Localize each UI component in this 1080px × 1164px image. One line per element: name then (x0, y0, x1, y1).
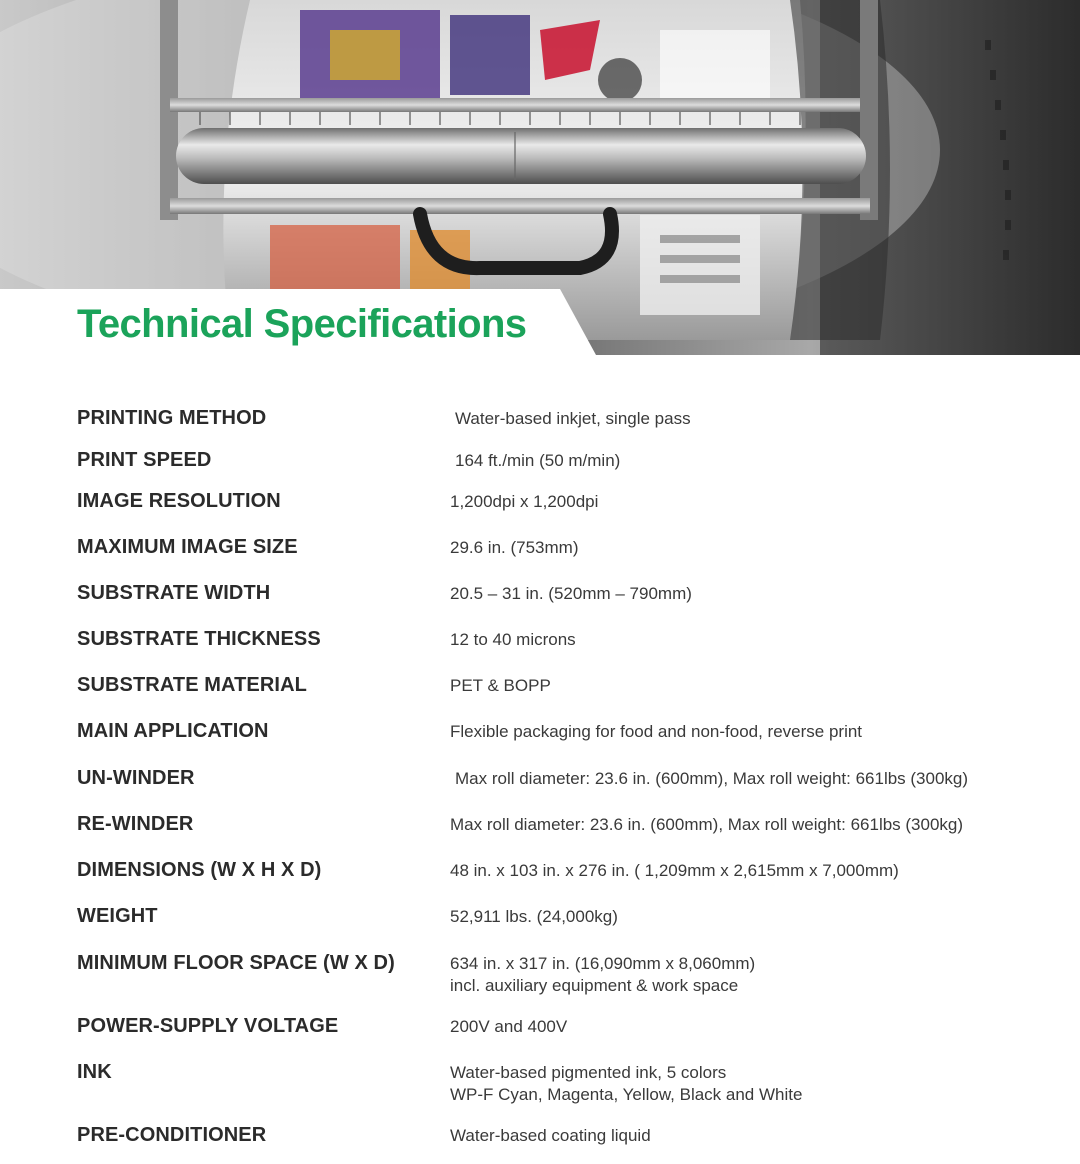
spec-value-line: 52,911 lbs. (24,000kg) (450, 907, 618, 926)
spec-value-line: 634 in. x 317 in. (16,090mm x 8,060mm) (450, 954, 756, 973)
spec-value-line: WP-F Cyan, Magenta, Yellow, Black and White (450, 1085, 803, 1104)
spec-value (450, 953, 755, 997)
spec-label: MAIN APPLICATION (77, 720, 269, 742)
spec-value-line: 20.5 – 31 in. (520mm – 790mm) (450, 584, 692, 603)
spec-value-line: Water-based pigmented ink, 5 colors (450, 1063, 727, 1082)
spec-value (450, 1016, 567, 1038)
spec-label: SUBSTRATE THICKNESS (77, 628, 321, 650)
spec-value-line: Max roll diameter: 23.6 in. (600mm), Max roll weight: 661lbs (300kg) (455, 769, 969, 788)
spec-value (450, 629, 576, 651)
spec-value (450, 537, 579, 559)
spec-value-line: incl. auxiliary equipment & work space (450, 976, 739, 995)
spec-label: UN-WINDER (77, 767, 195, 789)
spec-value-line: 164 ft./min (50 m/min) (455, 451, 621, 470)
spec-value-line: 12 to 40 microns (450, 630, 576, 649)
spec-label: RE-WINDER (77, 813, 194, 835)
spec-label: MINIMUM FLOOR SPACE (W X D) (77, 952, 395, 974)
spec-label: SUBSTRATE WIDTH (77, 582, 271, 604)
spec-value-line: Max roll diameter: 23.6 in. (600mm), Max roll weight: 661lbs (300kg) (450, 815, 964, 834)
spec-value (450, 1125, 651, 1147)
spec-value (450, 721, 862, 743)
spec-label: WEIGHT (77, 905, 158, 927)
spec-value (450, 491, 598, 513)
spec-value (450, 860, 899, 882)
spec-value-line: 29.6 in. (753mm) (450, 538, 579, 557)
spec-value-line: PET & BOPP (450, 676, 551, 695)
spec-value (455, 408, 691, 430)
spec-label: IMAGE RESOLUTION (77, 490, 281, 512)
spec-value (450, 1062, 802, 1106)
spec-label: DIMENSIONS (W X H X D) (77, 859, 322, 881)
spec-label: PRINTING METHOD (77, 407, 267, 429)
spec-value (450, 814, 963, 836)
spec-label: INK (77, 1061, 112, 1083)
spec-label: PRINT SPEED (77, 449, 212, 471)
spec-value-line: Water-based inkjet, single pass (455, 409, 691, 428)
spec-value-line: Water-based coating liquid (450, 1126, 651, 1145)
spec-label: PRE-CONDITIONER (77, 1124, 267, 1146)
spec-value (455, 768, 968, 790)
spec-value-line: 48 in. x 103 in. x 276 in. ( 1,209mm x 2,615mm x 7,000mm) (450, 861, 899, 880)
spec-value (450, 583, 692, 605)
spec-value-line: 1,200dpi x 1,200dpi (450, 492, 599, 511)
spec-label: POWER-SUPPLY VOLTAGE (77, 1015, 339, 1037)
spec-value-line: 200V and 400V (450, 1017, 568, 1036)
spec-value (455, 450, 620, 472)
page-title: Technical Specifications (77, 302, 527, 346)
spec-value (450, 906, 618, 928)
spec-value (450, 675, 551, 697)
spec-value-line: Flexible packaging for food and non-food, reverse print (450, 722, 863, 741)
spec-label: MAXIMUM IMAGE SIZE (77, 536, 298, 558)
spec-label: SUBSTRATE MATERIAL (77, 674, 307, 696)
